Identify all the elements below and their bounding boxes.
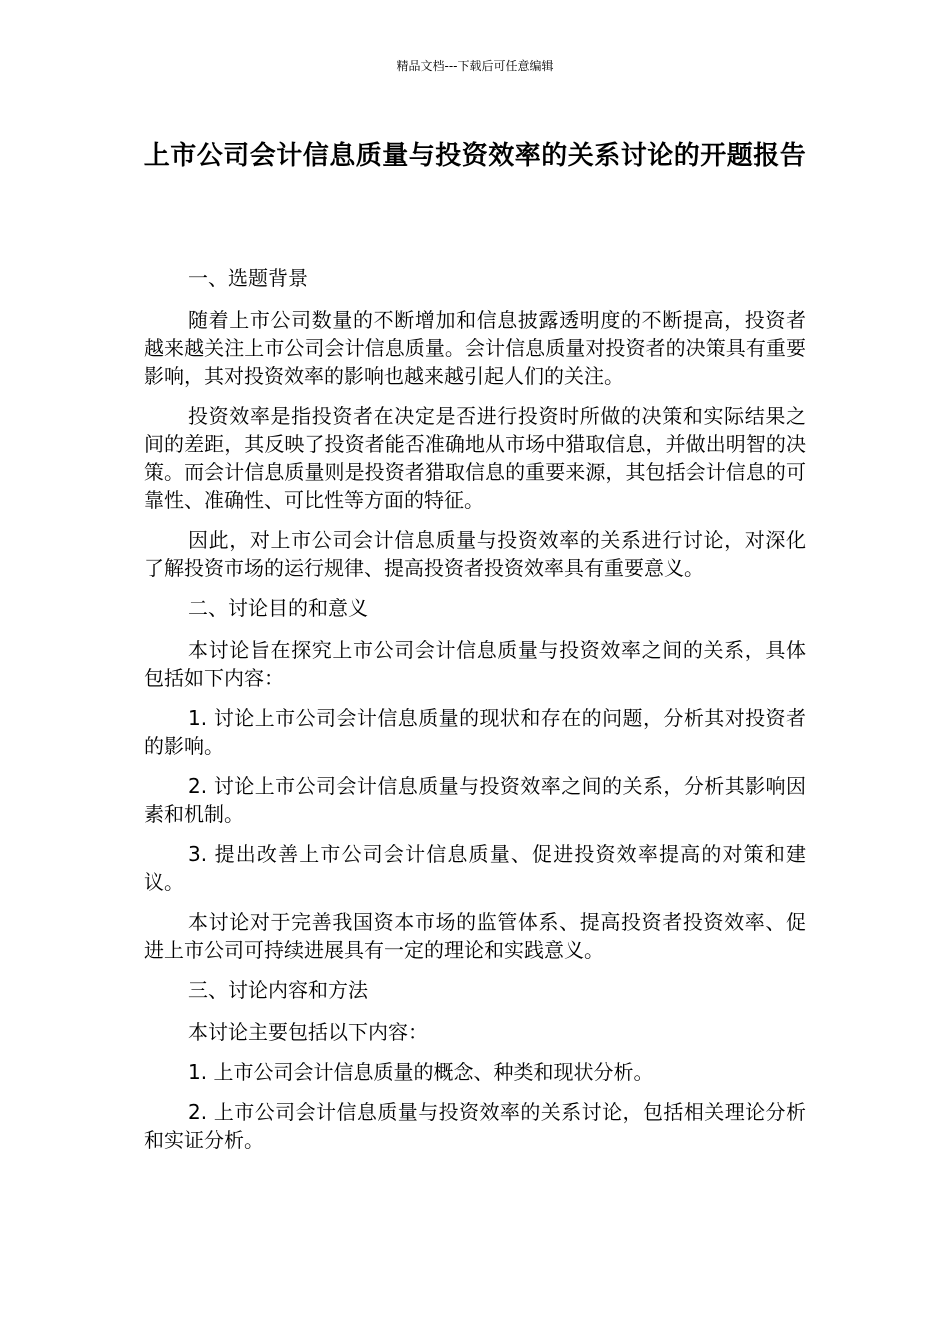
section-heading-background: 一、选题背景 [188, 266, 308, 290]
paragraph: 投资效率是指投资者在决定是否进行投资时所做的决策和实际结果之间的差距，其反映了投资者能否准确地从市场中猎取信息，并做出明智的决策。而会计信息质量则是投资者猎取信息的重要来源，其包括会计信息的可靠性、准确性、可比性等方面的特征。 [144, 404, 806, 512]
list-item: 3. 提出改善上市公司会计信息质量、促进投资效率提高的对策和建议。 [144, 842, 806, 894]
paragraph: 随着上市公司数量的不断增加和信息披露透明度的不断提高，投资者越来越关注上市公司会计信息质量。会计信息质量对投资者的决策具有重要影响，其对投资效率的影响也越来越引起人们的关注。 [144, 308, 806, 388]
list-item: 2. 讨论上市公司会计信息质量与投资效率之间的关系，分析其影响因素和机制。 [144, 774, 806, 826]
paragraph: 本讨论旨在探究上市公司会计信息质量与投资效率之间的关系，具体包括如下内容： [144, 638, 806, 690]
list-item: 1. 讨论上市公司会计信息质量的现状和存在的问题，分析其对投资者的影响。 [144, 706, 806, 758]
document-body [144, 264, 806, 1166]
document-title: 上市公司会计信息质量与投资效率的关系讨论的开题报告 [143, 141, 807, 171]
list-item: 1. 上市公司会计信息质量的概念、种类和现状分析。 [188, 1060, 654, 1084]
list-item: 2. 上市公司会计信息质量与投资效率的关系讨论，包括相关理论分析和实证分析。 [144, 1100, 806, 1152]
header-note: 精品文档---下载后可任意编辑 [396, 59, 554, 73]
section-heading-content-method: 三、讨论内容和方法 [188, 978, 368, 1002]
paragraph: 本讨论主要包括以下内容： [188, 1020, 428, 1044]
section-heading-purpose: 二、讨论目的和意义 [188, 596, 368, 620]
paragraph: 因此，对上市公司会计信息质量与投资效率的关系进行讨论，对深化了解投资市场的运行规律、提高投资者投资效率具有重要意义。 [144, 528, 806, 580]
paragraph: 本讨论对于完善我国资本市场的监管体系、提高投资者投资效率、促进上市公司可持续进展具有一定的理论和实践意义。 [144, 910, 806, 962]
